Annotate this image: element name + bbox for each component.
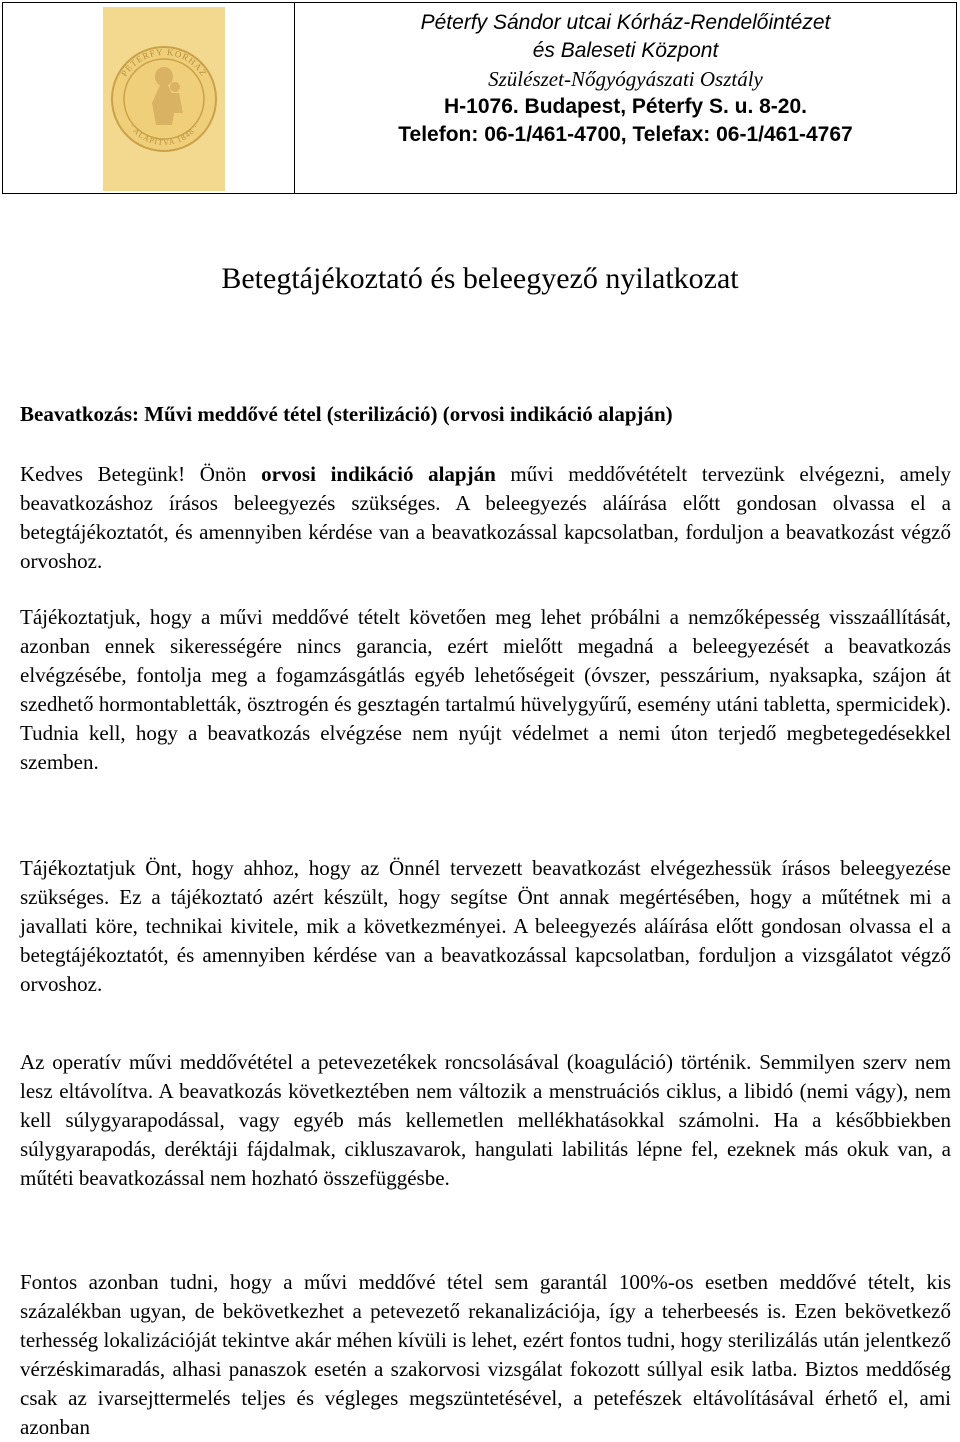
paragraph-reversibility: Tájékoztatjuk, hogy a művi meddővé tételt követően meg lehet próbálni a nemzőképesség visszaállítását, azonban ennek sikerességére nincs garancia, ezért mielőtt megadná a beleegyezését a beavatkozás elvégzésébe, fontolja meg a fogamzásgátlás egyéb lehetőségeit (óvszer, pesszárium, nyaksapka, szájon át szedhető hormontabletták, ösztrogén és gesztagén tartalmú hüvelygyűrű, esemény utáni tabletta, spermicidek). Tudnia kell, hogy a beavatkozás elvégzése nem nyújt védelmet a nemi úton terjedő megbetegedésekkel szemben. [20,605,951,774]
intro-text-c: művi meddővétételt tervezünk elvégezni, amely beavatkozáshoz írásos beleegyezés szükséges. A beleegyezés aláírása előtt gondosan olvassa el a betegtájékoztatót, és amennyiben kérdése van a beavatkozással kapcsolatban, forduljon a beavatkozást végző orvoshoz. [20,462,951,573]
svg-text:PÉTERFY KÓRHÁZ: PÉTERFY KÓRHÁZ [119,46,209,79]
paragraph-procedure: Az operatív művi meddővététel a petevezetékek roncsolásával (koaguláció) történik. Semmilyen szerv nem lesz eltávolítva. A beavatkozás következtében nem változik a menstruációs ciklus, a libidó (nemi vágy), nem kell súlygyarapodással, vagy egyéb más kellemetlen mellékhatásokkal számolni. Ha a későbbiekben súlygyarapodás, deréktáji fájdalmak, cikluszavarok, hangulati labilitás lépne fel, ezeknek más okuk van, a műtéti beavatkozással nem hozható összefüggésbe. [20,1050,951,1190]
address: H-1076. Budapest, Péterfy S. u. 8-20. [444,95,807,118]
paragraph-intro [20,460,951,576]
procedure-subtitle: Beavatkozás: Művi meddővé tétel (sterilizáció) (orvosi indikáció alapján) [20,402,673,426]
hospital-name-cont: és Baleseti Központ [532,39,719,62]
intro-text-bold: orvosi indikáció alapján [261,462,496,486]
document-title: Betegtájékoztató és beleegyező nyilatkozat [221,262,739,295]
seal-graphic [103,7,225,191]
paragraph-consent-info: Tájékoztatjuk Önt, hogy ahhoz, hogy az Önnél tervezett beavatkozást elvégezhessük írásos beleegyezése szükséges. Ez a tájékoztató azért készült, hogy segítse Önt annak megértésében, hogy a műtétnek mi a javallati köre, technikai kivitele, mik a következményei. A beleegyezés aláírása előtt gondosan olvassa el a betegtájékoztatót, és amennyiben kérdése van a beavatkozással kapcsolatban, forduljon a vizsgálatot végző orvoshoz. [20,856,951,996]
letterhead [2,2,957,194]
logo-cell [3,3,295,193]
hospital-name: Péterfy Sándor utcai Kórház-Rendelőintézet [420,11,831,34]
svg-text:· ALAPÍTVA 1848 ·: · ALAPÍTVA 1848 · [127,122,201,148]
hospital-address-block [295,9,956,149]
department-name: Szülészet-Nőgyógyászati Osztály [488,67,763,91]
intro-text-a: Kedves Betegünk! Önön [20,462,262,486]
paragraph-failure-risk: Fontos azonban tudni, hogy a művi meddővé tétel sem garantál 100%-os esetben meddővé tételt, kis százalékban ugyan, de bekövetkezhet a petevezető rekanalizációja, így a teherbeesés is. Ezen bekövetkező terhesség lokalizációját tekintve akár méhen kívüli is lehet, ezért fontos tudni, hogy sterilizálás után jelentkező vérzéskimaradás, alhasi panaszok esetén a szakorvosi vizsgálat fokozott súllyal esik latba. Biztos meddőség csak az ivarsejttermelés teljes és végleges megszüntetésével, a petefészek eltávolításával érhető el, ami azonban [20,1270,951,1439]
phone-fax: Telefon: 06-1/461-4700, Telefax: 06-1/461-4767 [398,123,853,146]
hospital-seal-logo [103,7,225,191]
